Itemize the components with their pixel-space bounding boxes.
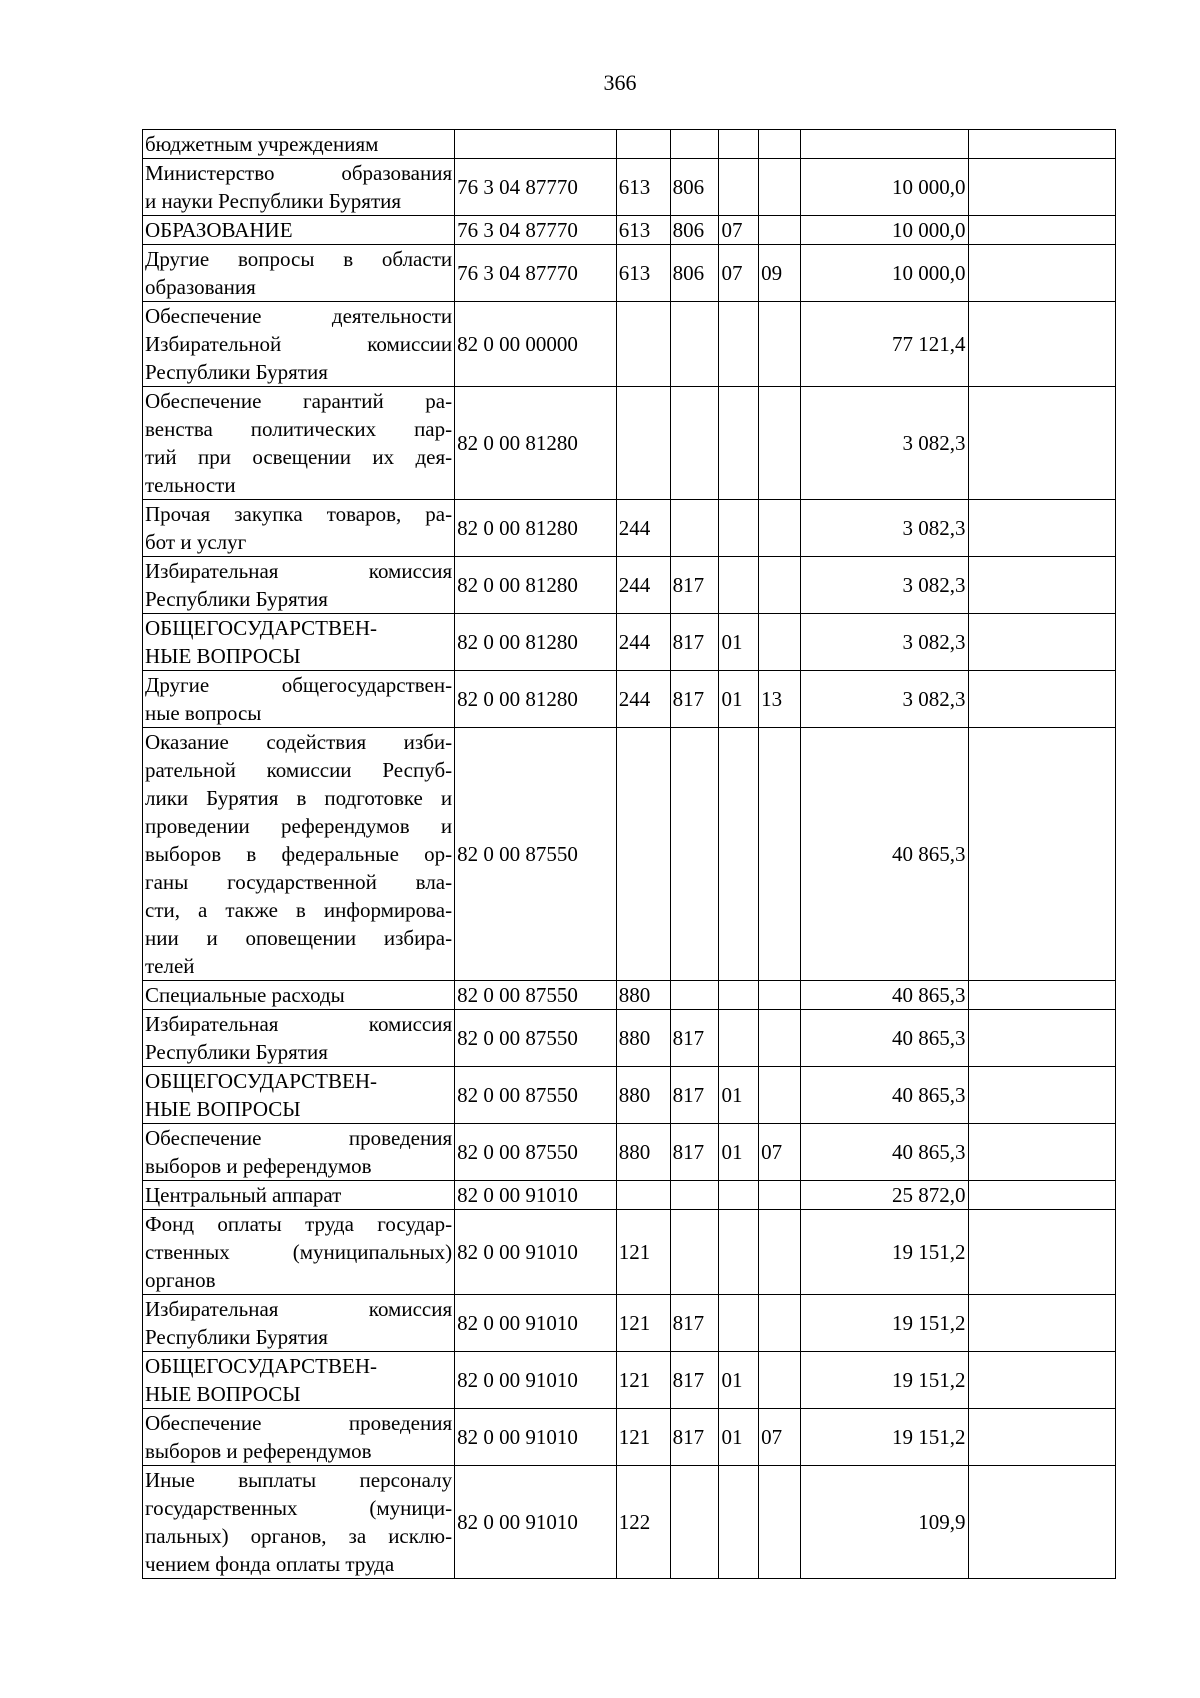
- expense-type-cell: 613: [616, 245, 670, 302]
- expense-type-cell: 121: [616, 1352, 670, 1409]
- amount-cell: 19 151,2: [800, 1409, 968, 1466]
- section-cell: [719, 1466, 759, 1579]
- item-name-cell: [143, 245, 455, 302]
- table-row: [143, 387, 1116, 500]
- item-name-line: венства политических пар-: [145, 417, 453, 441]
- amount-cell: 3 082,3: [800, 387, 968, 500]
- subsection-cell: [759, 1010, 801, 1067]
- item-name-cell: [143, 981, 455, 1010]
- item-name-line: Обеспечение деятельности: [145, 304, 453, 328]
- section-cell: 07: [719, 216, 759, 245]
- item-name-line: ные вопросы: [145, 701, 262, 725]
- item-name-line: пальных) органов, за исклю-: [145, 1524, 453, 1548]
- expense-type-cell: 613: [616, 159, 670, 216]
- empty-cell: [968, 387, 1115, 500]
- section-cell: [719, 1010, 759, 1067]
- item-name-line: бот и услуг: [145, 530, 247, 554]
- expense-type-cell: 880: [616, 1067, 670, 1124]
- section-cell: [719, 500, 759, 557]
- item-name-line: тельности: [145, 473, 236, 497]
- expense-type-cell: 244: [616, 500, 670, 557]
- administrator-cell: [670, 1181, 719, 1210]
- administrator-cell: 817: [670, 557, 719, 614]
- item-name-line: Обеспечение гарантий ра-: [145, 389, 453, 413]
- amount-cell: 19 151,2: [800, 1352, 968, 1409]
- table-row: [143, 728, 1116, 981]
- page-number: 366: [603, 70, 637, 95]
- empty-cell: [968, 1295, 1115, 1352]
- item-name-line: НЫЕ ВОПРОСЫ: [145, 1382, 301, 1406]
- item-name-line: и науки Республики Бурятия: [145, 189, 402, 213]
- subsection-cell: [759, 557, 801, 614]
- target-article-cell: 82 0 00 87550: [455, 981, 617, 1010]
- table-row: [143, 245, 1116, 302]
- table-row: [143, 1181, 1116, 1210]
- empty-cell: [968, 671, 1115, 728]
- item-name-cell: [143, 1295, 455, 1352]
- amount-cell: 3 082,3: [800, 671, 968, 728]
- table-row: [143, 1466, 1116, 1579]
- amount-cell: 19 151,2: [800, 1210, 968, 1295]
- administrator-cell: [670, 1210, 719, 1295]
- target-article-cell: 82 0 00 91010: [455, 1466, 617, 1579]
- expense-type-cell: 244: [616, 671, 670, 728]
- item-name-line: НЫЕ ВОПРОСЫ: [145, 1097, 301, 1121]
- item-name-line: ОБЩЕГОСУДАРСТВЕН-: [145, 1069, 378, 1093]
- target-article-cell: 82 0 00 81280: [455, 557, 617, 614]
- expense-type-cell: 880: [616, 981, 670, 1010]
- item-name-line: тий при освещении их дея-: [145, 445, 453, 469]
- table-row: [143, 1010, 1116, 1067]
- administrator-cell: 817: [670, 1124, 719, 1181]
- table-row: [143, 302, 1116, 387]
- empty-cell: [968, 981, 1115, 1010]
- administrator-cell: [670, 302, 719, 387]
- table-row: [143, 1124, 1116, 1181]
- table-row: [143, 1409, 1116, 1466]
- item-name-cell: [143, 671, 455, 728]
- item-name-line: Фонд оплаты труда государ-: [145, 1212, 453, 1236]
- expense-type-cell: 121: [616, 1409, 670, 1466]
- subsection-cell: [759, 216, 801, 245]
- target-article-cell: 76 3 04 87770: [455, 216, 617, 245]
- amount-cell: 109,9: [800, 1466, 968, 1579]
- subsection-cell: [759, 387, 801, 500]
- empty-cell: [968, 1067, 1115, 1124]
- item-name-line: Республики Бурятия: [145, 587, 328, 611]
- item-name-line: Обеспечение проведения: [145, 1411, 453, 1435]
- table-row: [143, 1352, 1116, 1409]
- subsection-cell: [759, 614, 801, 671]
- section-cell: 07: [719, 245, 759, 302]
- item-name-line: ганы государственной вла-: [145, 870, 453, 894]
- amount-cell: 19 151,2: [800, 1295, 968, 1352]
- item-name-line: Иные выплаты персоналу: [145, 1468, 453, 1492]
- section-cell: [719, 387, 759, 500]
- item-name-cell: [143, 1352, 455, 1409]
- subsection-cell: [759, 1295, 801, 1352]
- target-article-cell: 82 0 00 91010: [455, 1181, 617, 1210]
- item-name-line: Центральный аппарат: [145, 1183, 342, 1207]
- expense-type-cell: 122: [616, 1466, 670, 1579]
- administrator-cell: 817: [670, 614, 719, 671]
- empty-cell: [968, 302, 1115, 387]
- empty-cell: [968, 1466, 1115, 1579]
- section-cell: [719, 130, 759, 159]
- administrator-cell: [670, 728, 719, 981]
- section-cell: 01: [719, 1409, 759, 1466]
- item-name-cell: [143, 302, 455, 387]
- subsection-cell: [759, 302, 801, 387]
- section-cell: [719, 302, 759, 387]
- subsection-cell: [759, 1466, 801, 1579]
- target-article-cell: 82 0 00 91010: [455, 1352, 617, 1409]
- expense-type-cell: [616, 1181, 670, 1210]
- expense-type-cell: [616, 130, 670, 159]
- administrator-cell: [670, 387, 719, 500]
- section-cell: 01: [719, 1067, 759, 1124]
- subsection-cell: [759, 500, 801, 557]
- item-name-line: Избирательная комиссия: [145, 559, 453, 583]
- item-name-line: лики Бурятия в подготовке и: [145, 786, 453, 810]
- amount-cell: 25 872,0: [800, 1181, 968, 1210]
- administrator-cell: 817: [670, 1295, 719, 1352]
- expense-type-cell: 613: [616, 216, 670, 245]
- item-name-line: Республики Бурятия: [145, 360, 328, 384]
- amount-cell: 40 865,3: [800, 1124, 968, 1181]
- item-name-line: Оказание содействия изби-: [145, 730, 453, 754]
- subsection-cell: [759, 130, 801, 159]
- subsection-cell: 07: [759, 1409, 801, 1466]
- item-name-line: НЫЕ ВОПРОСЫ: [145, 644, 301, 668]
- item-name-cell: [143, 500, 455, 557]
- item-name-line: образования: [145, 275, 256, 299]
- item-name-line: Обеспечение проведения: [145, 1126, 453, 1150]
- subsection-cell: 07: [759, 1124, 801, 1181]
- item-name-line: Избирательная комиссия: [145, 1012, 453, 1036]
- target-article-cell: 82 0 00 87550: [455, 1067, 617, 1124]
- item-name-line: ОБЩЕГОСУДАРСТВЕН-: [145, 616, 378, 640]
- administrator-cell: 817: [670, 671, 719, 728]
- expense-type-cell: [616, 728, 670, 981]
- table-row: [143, 671, 1116, 728]
- section-cell: [719, 557, 759, 614]
- administrator-cell: 817: [670, 1352, 719, 1409]
- subsection-cell: [759, 728, 801, 981]
- amount-cell: 40 865,3: [800, 1067, 968, 1124]
- item-name-line: рательной комиссии Респуб-: [145, 758, 453, 782]
- amount-cell: 77 121,4: [800, 302, 968, 387]
- subsection-cell: [759, 1067, 801, 1124]
- item-name-cell: [143, 1181, 455, 1210]
- item-name-line: органов: [145, 1268, 216, 1292]
- section-cell: [719, 159, 759, 216]
- expense-type-cell: 880: [616, 1010, 670, 1067]
- item-name-cell: [143, 1466, 455, 1579]
- table-row: [143, 1295, 1116, 1352]
- empty-cell: [968, 1210, 1115, 1295]
- target-article-cell: 82 0 00 00000: [455, 302, 617, 387]
- section-cell: 01: [719, 1352, 759, 1409]
- target-article-cell: 82 0 00 91010: [455, 1295, 617, 1352]
- empty-cell: [968, 1124, 1115, 1181]
- item-name-cell: [143, 130, 455, 159]
- amount-cell: 40 865,3: [800, 1010, 968, 1067]
- table-row: [143, 130, 1116, 159]
- item-name-line: бюджетным учреждениям: [145, 132, 379, 156]
- item-name-cell: [143, 216, 455, 245]
- administrator-cell: 806: [670, 245, 719, 302]
- item-name-cell: [143, 557, 455, 614]
- empty-cell: [968, 728, 1115, 981]
- target-article-cell: 76 3 04 87770: [455, 159, 617, 216]
- subsection-cell: 09: [759, 245, 801, 302]
- item-name-line: проведении референдумов и: [145, 814, 453, 838]
- section-cell: [719, 1210, 759, 1295]
- amount-cell: 3 082,3: [800, 500, 968, 557]
- item-name-line: Республики Бурятия: [145, 1040, 328, 1064]
- empty-cell: [968, 245, 1115, 302]
- amount-cell: 10 000,0: [800, 245, 968, 302]
- administrator-cell: [670, 130, 719, 159]
- empty-cell: [968, 1181, 1115, 1210]
- item-name-line: Прочая закупка товаров, ра-: [145, 502, 453, 526]
- empty-cell: [968, 1010, 1115, 1067]
- administrator-cell: 817: [670, 1409, 719, 1466]
- target-article-cell: 82 0 00 81280: [455, 614, 617, 671]
- administrator-cell: 806: [670, 216, 719, 245]
- item-name-line: ственных (муниципальных): [145, 1240, 453, 1264]
- item-name-cell: [143, 728, 455, 981]
- item-name-line: выборов в федеральные ор-: [145, 842, 453, 866]
- administrator-cell: 817: [670, 1067, 719, 1124]
- table-row: [143, 216, 1116, 245]
- subsection-cell: 13: [759, 671, 801, 728]
- table-row: [143, 557, 1116, 614]
- item-name-line: Республики Бурятия: [145, 1325, 328, 1349]
- table-row: [143, 500, 1116, 557]
- item-name-line: государственных (муници-: [145, 1496, 453, 1520]
- section-cell: 01: [719, 614, 759, 671]
- administrator-cell: [670, 1466, 719, 1579]
- subsection-cell: [759, 1352, 801, 1409]
- item-name-line: Специальные расходы: [145, 983, 345, 1007]
- amount-cell: 10 000,0: [800, 216, 968, 245]
- item-name-line: Другие вопросы в области: [145, 247, 453, 271]
- target-article-cell: 82 0 00 81280: [455, 387, 617, 500]
- empty-cell: [968, 159, 1115, 216]
- table-row: [143, 159, 1116, 216]
- empty-cell: [968, 1409, 1115, 1466]
- subsection-cell: [759, 1210, 801, 1295]
- item-name-line: сти, а также в информирова-: [145, 898, 453, 922]
- amount-cell: 3 082,3: [800, 614, 968, 671]
- item-name-line: чением фонда оплаты труда: [145, 1552, 395, 1576]
- item-name-line: ОБРАЗОВАНИЕ: [145, 218, 293, 242]
- section-cell: [719, 1295, 759, 1352]
- amount-cell: 40 865,3: [800, 981, 968, 1010]
- empty-cell: [968, 500, 1115, 557]
- empty-cell: [968, 216, 1115, 245]
- item-name-cell: [143, 387, 455, 500]
- subsection-cell: [759, 159, 801, 216]
- administrator-cell: 806: [670, 159, 719, 216]
- empty-cell: [968, 614, 1115, 671]
- administrator-cell: [670, 981, 719, 1010]
- target-article-cell: 82 0 00 81280: [455, 500, 617, 557]
- table-row: [143, 1067, 1116, 1124]
- amount-cell: [800, 130, 968, 159]
- target-article-cell: 82 0 00 81280: [455, 671, 617, 728]
- item-name-line: выборов и референдумов: [145, 1154, 372, 1178]
- target-article-cell: 82 0 00 91010: [455, 1409, 617, 1466]
- target-article-cell: 82 0 00 87550: [455, 1124, 617, 1181]
- item-name-line: ОБЩЕГОСУДАРСТВЕН-: [145, 1354, 378, 1378]
- item-name-line: Избирательная комиссия: [145, 1297, 453, 1321]
- target-article-cell: [455, 130, 617, 159]
- expense-type-cell: 244: [616, 557, 670, 614]
- item-name-cell: [143, 1067, 455, 1124]
- item-name-cell: [143, 1124, 455, 1181]
- empty-cell: [968, 557, 1115, 614]
- target-article-cell: 76 3 04 87770: [455, 245, 617, 302]
- section-cell: [719, 981, 759, 1010]
- budget-table-body: [143, 130, 1116, 1579]
- expense-type-cell: 121: [616, 1210, 670, 1295]
- amount-cell: 10 000,0: [800, 159, 968, 216]
- item-name-line: выборов и референдумов: [145, 1439, 372, 1463]
- expense-type-cell: [616, 387, 670, 500]
- item-name-line: телей: [145, 954, 195, 978]
- table-row: [143, 1210, 1116, 1295]
- item-name-cell: [143, 1010, 455, 1067]
- expense-type-cell: 244: [616, 614, 670, 671]
- item-name-cell: [143, 1409, 455, 1466]
- expense-type-cell: [616, 302, 670, 387]
- amount-cell: 40 865,3: [800, 728, 968, 981]
- item-name-line: нии и оповещении избира-: [145, 926, 453, 950]
- item-name-cell: [143, 159, 455, 216]
- item-name-cell: [143, 1210, 455, 1295]
- table-row: [143, 614, 1116, 671]
- item-name-cell: [143, 614, 455, 671]
- expense-type-cell: 880: [616, 1124, 670, 1181]
- empty-cell: [968, 1352, 1115, 1409]
- administrator-cell: 817: [670, 1010, 719, 1067]
- target-article-cell: 82 0 00 87550: [455, 1010, 617, 1067]
- section-cell: [719, 728, 759, 981]
- section-cell: [719, 1181, 759, 1210]
- item-name-line: Министерство образования: [145, 161, 453, 185]
- item-name-line: Избирательной комиссии: [145, 332, 453, 356]
- empty-cell: [968, 130, 1115, 159]
- amount-cell: 3 082,3: [800, 557, 968, 614]
- subsection-cell: [759, 981, 801, 1010]
- subsection-cell: [759, 1181, 801, 1210]
- table-row: [143, 981, 1116, 1010]
- target-article-cell: 82 0 00 87550: [455, 728, 617, 981]
- expense-type-cell: 121: [616, 1295, 670, 1352]
- target-article-cell: 82 0 00 91010: [455, 1210, 617, 1295]
- item-name-line: Другие общегосударствен-: [145, 673, 453, 697]
- budget-table: [142, 129, 1116, 1579]
- section-cell: 01: [719, 1124, 759, 1181]
- section-cell: 01: [719, 671, 759, 728]
- administrator-cell: [670, 500, 719, 557]
